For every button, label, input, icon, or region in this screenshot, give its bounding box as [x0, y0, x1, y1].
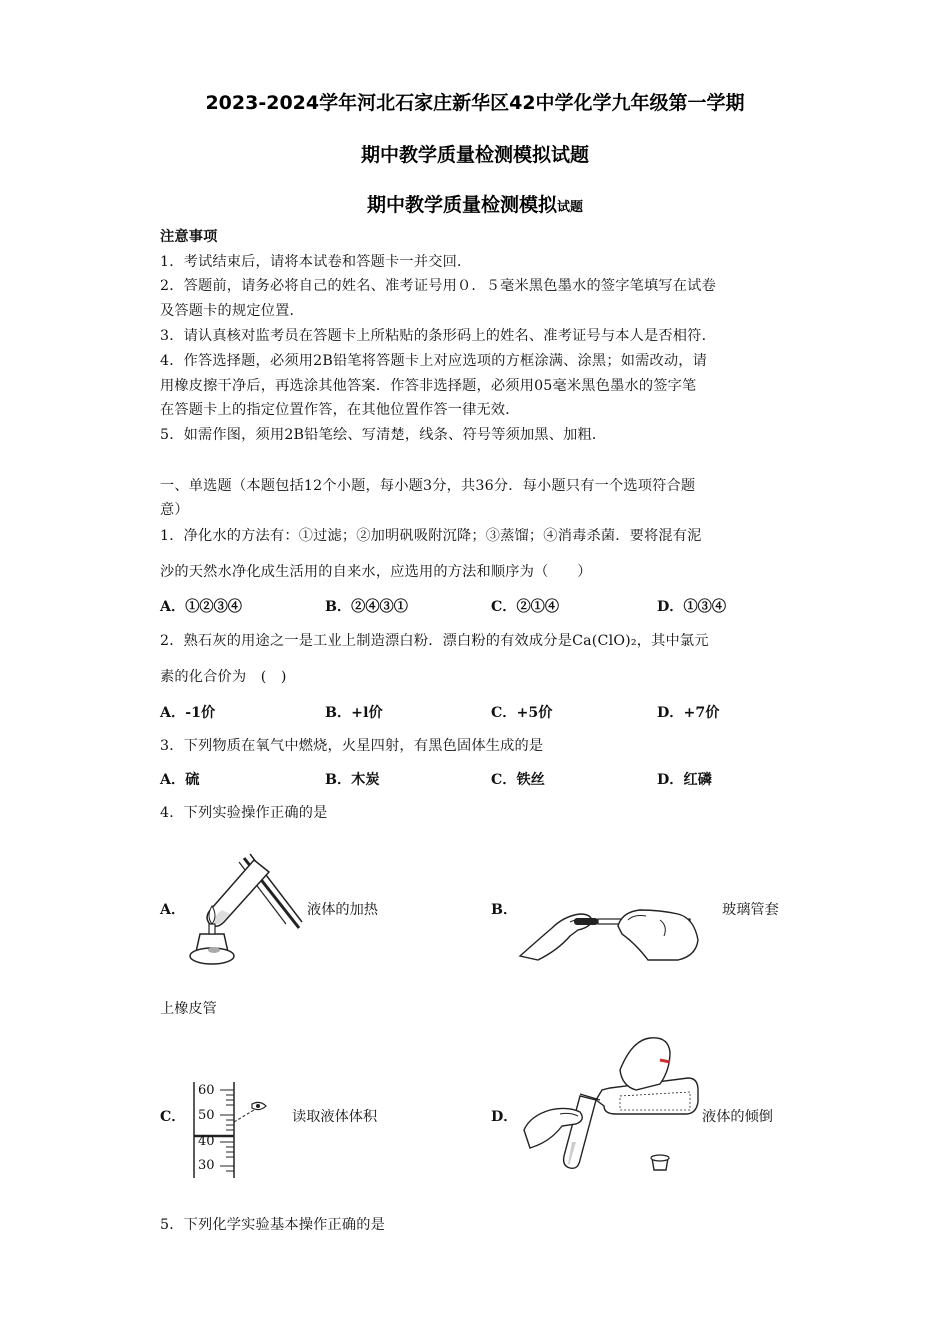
q2-option-c: C．+5价 — [491, 705, 553, 721]
q1-option-a: A．①②③④ — [160, 599, 242, 615]
notice-item: 5．如需作图，须用2B铅笔绘、写清楚，线条、符号等须加黑、加粗． — [160, 427, 607, 443]
notice-item: 及答题卡的规定位置． — [160, 303, 304, 319]
q1-option-b: B．②④③① — [325, 599, 408, 615]
cylinder-tick-label: 30 — [198, 1158, 215, 1173]
notice-item: 1．考试结束后，请将本试卷和答题卡一并交回． — [160, 254, 472, 270]
cylinder-tick-label: 60 — [198, 1083, 215, 1098]
q1-stem: 1．净化水的方法有：①过滤；②加明矾吸附沉降；③蒸馏；④消毒杀菌．要将混有泥 — [160, 528, 702, 544]
q2-option-a: A．-1价 — [160, 705, 216, 721]
q1-stem-cont: 沙的天然水净化成生活用的自来水，应选用的方法和顺序为（ ） — [160, 564, 592, 580]
q4-option-d-caption: 液体的倾倒 — [702, 1109, 773, 1125]
q3-option-b: B．木炭 — [325, 772, 380, 788]
q1-option-d: D．①③④ — [657, 599, 727, 615]
q4-option-d-label: D． — [491, 1109, 518, 1125]
notice-heading: 注意事项 — [160, 229, 218, 245]
cylinder-tick-label: 50 — [198, 1108, 215, 1123]
q4-option-c-caption: 读取液体体积 — [292, 1109, 378, 1125]
q4-stem: 4．下列实验操作正确的是 — [160, 805, 328, 821]
q2-option-b: B．+l价 — [325, 705, 383, 721]
section1-heading-cont: 意） — [160, 502, 189, 518]
exam-title-line3-main: 期中教学质量检测模拟 — [366, 194, 557, 216]
q4-option-b-caption: 玻璃管套 — [722, 902, 779, 918]
exam-title-line2: 期中教学质量检测模拟试题 — [360, 144, 589, 166]
q3-option-d: D．红磷 — [657, 772, 712, 788]
q4-option-a-caption: 液体的加热 — [307, 902, 378, 918]
notice-item: 用橡皮擦干净后，再选涂其他答案．作答非选择题，必须用05毫米黑色墨水的签字笔 — [160, 378, 697, 394]
glass-tube-figure — [518, 900, 708, 962]
liquid-heating-figure — [184, 850, 304, 968]
q2-stem: 2．熟石灰的用途之一是工业上制造漂白粉．漂白粉的有效成分是Ca(ClO)₂，其中氯元 — [160, 633, 709, 649]
q4-option-b-label: B． — [491, 902, 518, 918]
q1-option-c: C．②①④ — [491, 599, 560, 615]
q3-option-c: C．铁丝 — [491, 772, 545, 788]
section1-heading: 一、单选题（本题包括12个小题，每小题3分，共36分．每小题只有一个选项符合题 — [160, 478, 696, 494]
q4-option-a-label: A． — [160, 902, 186, 918]
q4-option-c-label: C． — [160, 1109, 186, 1125]
exam-title-line3-small: 试题 — [557, 200, 584, 215]
q5-stem: 5．下列化学实验基本操作正确的是 — [160, 1217, 386, 1233]
notice-item: 在答题卡上的指定位置作答，在其他位置作答一律无效． — [160, 402, 520, 418]
notice-item: 3．请认真核对监考员在答题卡上所粘贴的条形码上的姓名、准考证号与本人是否相符． — [160, 328, 716, 344]
notice-item: 4．作答选择题，必须用2B铅笔将答题卡上对应选项的方框涂满、涂黑；如需改动，请 — [160, 353, 708, 369]
q3-option-a: A．硫 — [160, 772, 200, 788]
liquid-pouring-figure — [520, 1030, 700, 1180]
q3-stem: 3．下列物质在氧气中燃烧，火星四射，有黑色固体生成的是 — [160, 738, 544, 754]
exam-title-line3 — [0, 190, 950, 217]
cylinder-tick-label: 40 — [198, 1134, 215, 1149]
exam-title-line1: 2023-2024学年河北石家庄新华区42中学化学九年级第一学期 — [205, 92, 745, 114]
notice-item: 2．答题前，请务必将自己的姓名、准考证号用０．５毫米黑色墨水的签字笔填写在试卷 — [160, 278, 716, 294]
q2-option-d: D．+7价 — [657, 705, 720, 721]
q2-stem-cont: 素的化合价为 ( ) — [160, 669, 287, 685]
q4-option-b-caption-cont: 上橡皮管 — [160, 1001, 217, 1017]
